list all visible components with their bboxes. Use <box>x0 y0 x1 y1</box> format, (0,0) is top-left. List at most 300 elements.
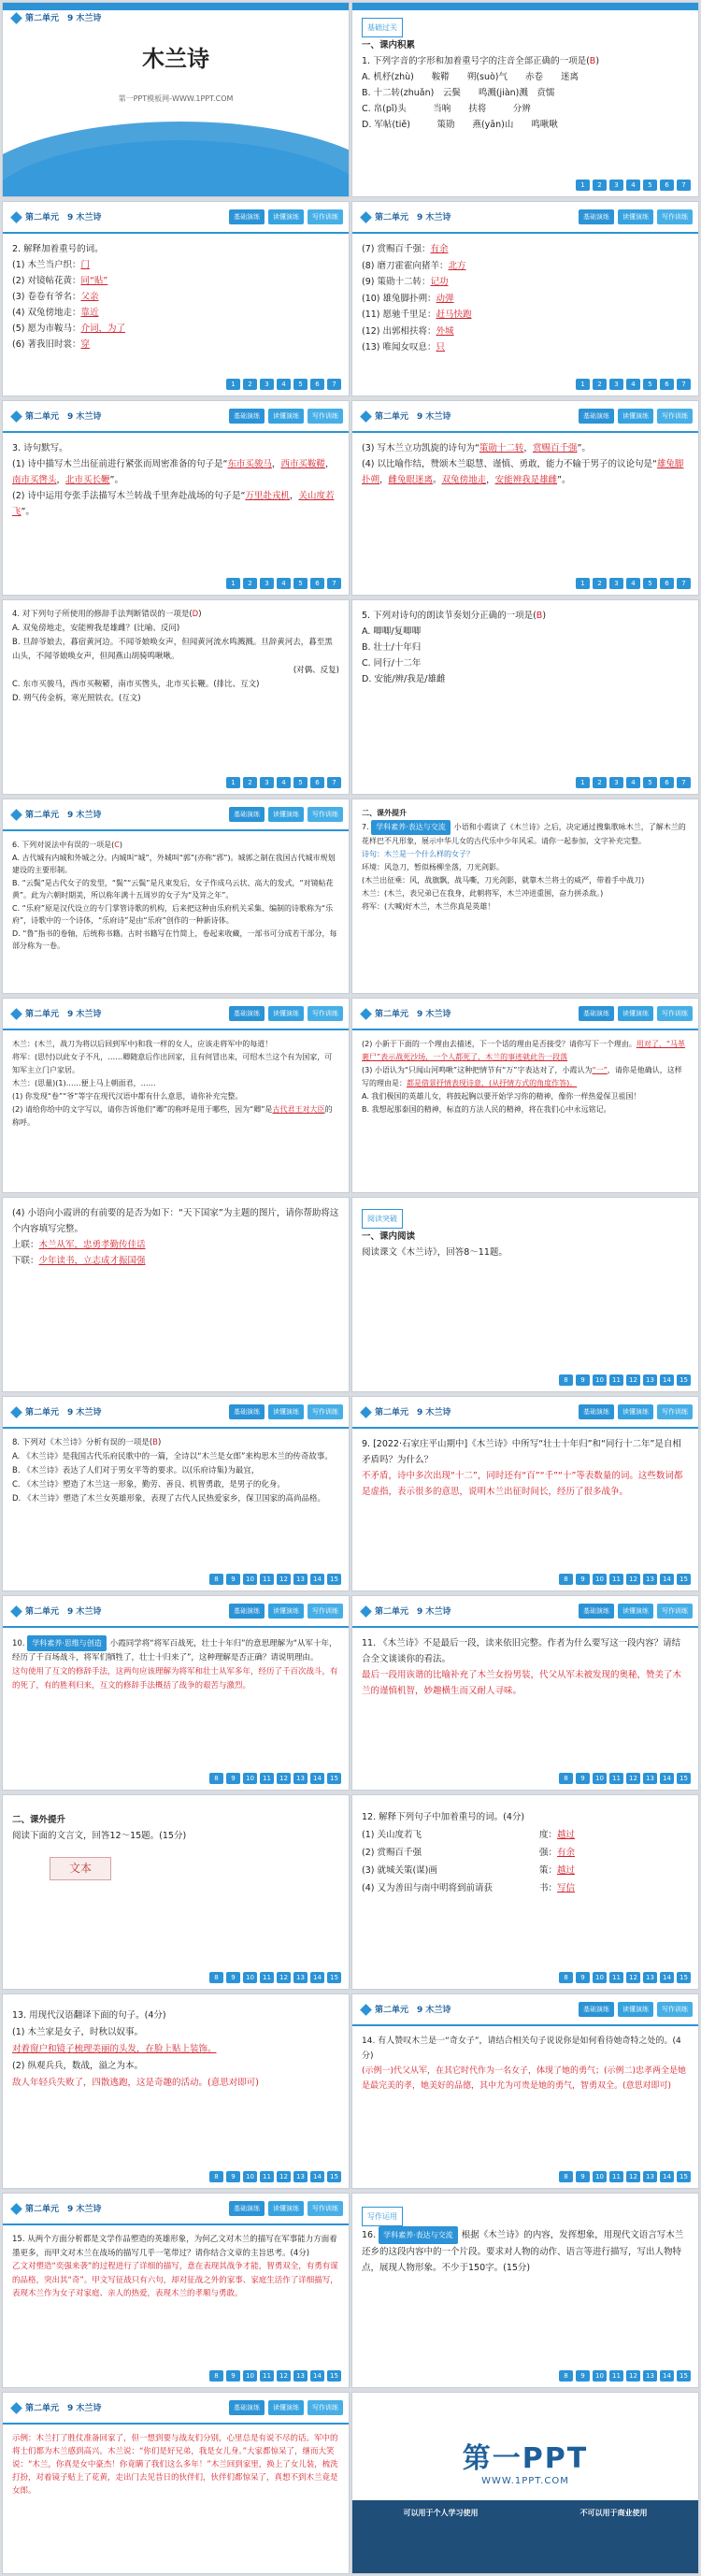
logo-url: WWW.1PPT.COM <box>481 2476 569 2486</box>
page-button[interactable]: 12 <box>626 1574 640 1585</box>
page-button[interactable]: 15 <box>677 1574 691 1585</box>
page-button[interactable]: 2 <box>243 578 257 589</box>
slide-8[interactable] <box>351 599 699 795</box>
page-button[interactable]: 14 <box>310 1972 324 1983</box>
page-button[interactable]: 8 <box>209 2171 223 2182</box>
logo <box>352 2435 698 2486</box>
page-button[interactable]: 13 <box>643 1773 657 1784</box>
slide-25-body <box>12 2432 339 2497</box>
page-button[interactable]: 1 <box>226 777 240 788</box>
slide-header <box>3 1397 349 1429</box>
basic-practice-button[interactable]: 基础演练 <box>229 2201 265 2216</box>
page-button[interactable]: 1 <box>226 578 240 589</box>
basic-practice-button[interactable]: 基础演练 <box>579 2002 614 2017</box>
header-title: 第二单元 9 木兰诗 <box>25 1010 102 1019</box>
page-button[interactable]: 1 <box>576 180 590 191</box>
page-button[interactable]: 6 <box>310 578 324 589</box>
page-button[interactable]: 3 <box>260 578 274 589</box>
page-button[interactable]: 11 <box>260 1773 274 1784</box>
page-button[interactable]: 5 <box>643 777 657 788</box>
page-button[interactable]: 13 <box>293 1574 308 1585</box>
literacy-tag: 学科素养·表达与交流 <box>379 2226 458 2244</box>
writing-tag: 写作运用 <box>362 2207 403 2226</box>
diamond-icon <box>360 410 372 423</box>
reading-practice-button[interactable]: 读懂演练 <box>268 1604 304 1619</box>
basic-practice-button[interactable]: 基础演练 <box>579 209 614 224</box>
page-button[interactable]: 6 <box>660 777 674 788</box>
answer-text: 这句使用了互文的修辞手法，这两句应该理解为将军和壮士从军多年，经历了千百次战斗，有的死了，有的胜利归来，互文的修辞手法概括了战争的艰苦与激烈。 <box>12 1667 338 1691</box>
question-1: 1. 下列字音的字形和加着重号字的注音全部正确的一项是(B) <box>362 56 600 66</box>
list-item: (7) 赏赐百千强：有余 <box>362 244 449 254</box>
page-button[interactable]: 1 <box>576 578 590 589</box>
page-button[interactable]: 8 <box>209 2370 223 2382</box>
page-button[interactable]: 11 <box>609 1773 623 1784</box>
page-button[interactable]: 1 <box>576 379 590 390</box>
page-button[interactable]: 7 <box>327 777 341 788</box>
text-line: B. 我想起那泰国的精神，标直的方法人民的精神，将在我们心中永远铭记。 <box>362 1105 611 1114</box>
page-button[interactable]: 14 <box>310 2370 324 2382</box>
page-button[interactable]: 11 <box>609 2370 623 2382</box>
slide-header <box>3 401 349 433</box>
page-button[interactable]: 7 <box>677 578 691 589</box>
page-button[interactable]: 10 <box>593 1773 607 1784</box>
slide-18[interactable] <box>351 1595 699 1791</box>
page-button[interactable]: 12 <box>626 1972 640 1983</box>
page-button[interactable]: 5 <box>643 578 657 589</box>
pager <box>209 1773 341 1784</box>
option-a: A. 古代城有内城和外城之分。内城叫“城”，外城叫“郭”(亦称“郛”)。城郭之制在我国古代城市规划建设的主要形制。 <box>12 853 336 874</box>
reading-practice-button[interactable]: 读懂演练 <box>268 409 304 424</box>
page-button[interactable]: 10 <box>243 1972 257 1983</box>
question-11: 11. 《木兰诗》不是最后一段，读来依旧完整。作者为什么要写这一段内容？请结合全文谈谈你的看法。 <box>362 1638 681 1664</box>
slide-19[interactable] <box>2 1794 350 1990</box>
slide-14[interactable] <box>351 1197 699 1392</box>
section-heading: 一、课内阅读 <box>362 1231 416 1242</box>
header-title: 第二单元 9 木兰诗 <box>375 1010 451 1019</box>
pager <box>209 2171 341 2182</box>
page-button[interactable]: 12 <box>277 1773 291 1784</box>
basic-practice-button[interactable]: 基础演练 <box>579 1404 614 1419</box>
diamond-icon <box>10 1406 22 1418</box>
slide-23[interactable] <box>2 2193 350 2388</box>
text-line: (1) 你发现“卷”“爷”等字在现代汉语中都有什么意思，请你补充完整。 <box>12 1092 243 1101</box>
page-button[interactable]: 5 <box>643 180 657 191</box>
slide-header <box>3 202 349 234</box>
page-button[interactable]: 3 <box>609 379 623 390</box>
page-button[interactable]: 14 <box>310 1574 324 1585</box>
page-button[interactable]: 15 <box>677 1773 691 1784</box>
page-button[interactable]: 4 <box>277 777 291 788</box>
page-button[interactable]: 11 <box>609 1374 623 1386</box>
page-button[interactable]: 13 <box>643 1972 657 1983</box>
page-button[interactable]: 9 <box>226 1574 240 1585</box>
page-button[interactable]: 9 <box>576 2370 590 2382</box>
page-button[interactable]: 9 <box>576 1972 590 1983</box>
header-title: 第二单元 9 木兰诗 <box>375 2006 451 2015</box>
slide-10[interactable] <box>351 799 699 994</box>
reading-practice-button[interactable]: 读懂演练 <box>618 1404 653 1419</box>
pager <box>559 1972 691 1983</box>
slide-26[interactable] <box>351 2392 699 2574</box>
header-title: 第二单元 9 木兰诗 <box>25 1607 102 1617</box>
page-button[interactable]: 9 <box>576 2171 590 2182</box>
reading-practice-button[interactable]: 读懂演练 <box>618 1006 653 1021</box>
reading-practice-button[interactable]: 读懂演练 <box>268 807 304 822</box>
slide-9[interactable] <box>2 799 350 994</box>
basic-practice-button[interactable]: 基础演练 <box>229 209 265 224</box>
basic-practice-button[interactable]: 基础演练 <box>229 409 265 424</box>
answer-text: 敌人年轻兵失败了，四散逃跑，这是奇趣的活动。(意思对即可) <box>12 2078 259 2088</box>
option-d: D. 朔气传金柝，寒光照铁衣。(互文) <box>12 694 141 703</box>
slide-16[interactable] <box>351 1396 699 1591</box>
writing-practice-button[interactable]: 写作训练 <box>308 807 343 822</box>
page-button[interactable]: 7 <box>327 379 341 390</box>
page-button[interactable]: 12 <box>626 2370 640 2382</box>
answer-line: (1) 诗中描写木兰出征前进行紧张而周密准备的句子是“东市买骏马，西市买鞍鞯，南市买辔头，北市买长鞭”。 <box>12 459 335 485</box>
page-button[interactable]: 14 <box>660 1574 674 1585</box>
diamond-icon <box>10 2203 22 2215</box>
page-button[interactable]: 8 <box>209 1773 223 1784</box>
answer-text: 示例：木兰打了胜仗准备回家了，但一想到要与战友们分别，心里总是有说不尽的话。军中的将士们都为木兰感到高兴。木兰说：“你们是好兄弟，我是女儿身。”大家都惊呆了，继而大笑说：“木兰，你真是女中豪杰！你竟瞒了我们这么多年！”木兰回到家里，换上了女儿装，梳洗打扮，对着镜子贴上了花黄，走出门去见昔日的伙伴们，伙伴们都惊呆了，真想不到木兰竟是女郎。 <box>12 2434 338 2496</box>
page-button[interactable]: 12 <box>626 1773 640 1784</box>
page-button[interactable]: 14 <box>310 1773 324 1784</box>
page-button[interactable]: 10 <box>593 2171 607 2182</box>
page-button[interactable]: 6 <box>660 578 674 589</box>
option-a: A. 双兔傍地走，安能辨我是雄雌？(比喻、反问) <box>12 624 180 633</box>
reading-practice-button[interactable]: 读懂演练 <box>618 409 653 424</box>
page-button[interactable]: 6 <box>310 379 324 390</box>
text-line: 木兰：(木兰，表兄弟已在我身，此朝将军，木兰冲进重围，奋力拼杀敌。) <box>362 889 604 898</box>
text-button[interactable]: 文本 <box>50 1857 111 1880</box>
page-button[interactable]: 8 <box>559 2370 573 2382</box>
page-button[interactable]: 9 <box>576 1374 590 1386</box>
page-button[interactable]: 13 <box>643 1374 657 1386</box>
writing-practice-button[interactable]: 写作训练 <box>657 1006 693 1021</box>
slide-header <box>352 401 698 433</box>
page-button[interactable]: 2 <box>593 379 607 390</box>
answer-line: (4) 以比喻作结，赞颂木兰聪慧、谨慎、勇敢，能力不输于男子的议论句是“雄兔脚扑朔，雌兔眼迷离。双兔傍地走，安能辨我是雄雌”。 <box>362 459 684 485</box>
page-button[interactable]: 15 <box>677 1972 691 1983</box>
page-button[interactable]: 10 <box>593 1972 607 1983</box>
page-button[interactable]: 4 <box>626 578 640 589</box>
slide-4-body <box>362 241 689 356</box>
page-button[interactable]: 15 <box>327 2370 341 2382</box>
slide-13[interactable] <box>2 1197 350 1392</box>
slide-21-body <box>12 2008 339 2092</box>
page-button[interactable]: 4 <box>626 379 640 390</box>
page-button[interactable]: 3 <box>260 379 274 390</box>
page-button[interactable]: 15 <box>677 1374 691 1386</box>
reading-practice-button[interactable]: 读懂演练 <box>268 209 304 224</box>
slide-20[interactable] <box>351 1794 699 1990</box>
pager <box>576 578 691 589</box>
reading-practice-button[interactable]: 读懂演练 <box>268 1404 304 1419</box>
slide-8-body <box>362 608 689 687</box>
slide-22[interactable] <box>351 1993 699 2189</box>
diamond-icon <box>10 12 22 24</box>
page-button[interactable]: 4 <box>626 777 640 788</box>
writing-practice-button[interactable]: 写作训练 <box>308 409 343 424</box>
list-item: (10) 雄兔脚扑朔：动弹 <box>362 293 454 304</box>
page-button[interactable]: 14 <box>310 2171 324 2182</box>
page-button[interactable]: 6 <box>310 777 324 788</box>
page-button[interactable]: 10 <box>593 1574 607 1585</box>
page-button[interactable]: 9 <box>576 1773 590 1784</box>
header-title: 第二单元 9 木兰诗 <box>25 2404 102 2413</box>
page-button[interactable]: 2 <box>593 180 607 191</box>
writing-practice-button[interactable]: 写作训练 <box>308 1404 343 1419</box>
basic-practice-button[interactable]: 基础演练 <box>229 1006 265 1021</box>
page-button[interactable]: 11 <box>609 1574 623 1585</box>
slide-10-body <box>362 807 689 914</box>
page-button[interactable]: 8 <box>559 1574 573 1585</box>
page-button[interactable]: 4 <box>277 578 291 589</box>
slide-12[interactable] <box>351 998 699 1193</box>
reading-practice-button[interactable]: 读懂演练 <box>618 1604 653 1619</box>
page-button[interactable]: 11 <box>260 2171 274 2182</box>
writing-practice-button[interactable]: 写作训练 <box>308 209 343 224</box>
writing-practice-button[interactable]: 写作训练 <box>657 1604 693 1619</box>
option-d: D. 安能/辨/我是/雄雌 <box>362 674 446 684</box>
page-button[interactable]: 7 <box>327 578 341 589</box>
page-button[interactable]: 7 <box>677 777 691 788</box>
page-button[interactable]: 15 <box>327 2171 341 2182</box>
basic-practice-button[interactable]: 基础演练 <box>579 1604 614 1619</box>
slide-header <box>3 2194 349 2225</box>
page-button[interactable]: 8 <box>559 1972 573 1983</box>
page-button[interactable]: 15 <box>327 1574 341 1585</box>
page-button[interactable]: 14 <box>660 1374 674 1386</box>
slide-cover[interactable] <box>2 2 350 197</box>
header-title: 第二单元 9 木兰诗 <box>25 412 102 422</box>
writing-practice-button[interactable]: 写作训练 <box>308 2201 343 2216</box>
basic-practice-button[interactable]: 基础演练 <box>579 1006 614 1021</box>
reading-practice-button[interactable]: 读懂演练 <box>268 1006 304 1021</box>
page-button[interactable]: 11 <box>260 2370 274 2382</box>
page-button[interactable]: 15 <box>677 2171 691 2182</box>
page-button[interactable]: 9 <box>226 1773 240 1784</box>
literacy-tag: 学科素养·思维与创造 <box>27 1635 107 1651</box>
reading-practice-button[interactable]: 读懂演练 <box>268 2400 304 2415</box>
answer-text: 最后一段用诙谐的比喻补充了木兰女扮男装，代父从军未被发现的奥秘，赞美了木兰的谨慎机智，妙趣横生而又耐人寻味。 <box>362 1670 682 1696</box>
pager <box>559 1374 691 1386</box>
slide-7-body <box>12 608 339 706</box>
header-title: 第二单元 9 木兰诗 <box>25 1408 102 1418</box>
slide-17-body <box>12 1635 339 1693</box>
basic-practice-button[interactable]: 基础演练 <box>229 2400 265 2415</box>
slide-header <box>352 1994 698 2026</box>
page-button[interactable]: 14 <box>660 1972 674 1983</box>
header-title: 第二单元 9 木兰诗 <box>25 213 102 223</box>
question-8: 8. 下列对《木兰诗》分析有误的一项是(B) <box>12 1438 162 1447</box>
text-line: 将军：(大喊)好木兰，木兰你真是英雄！ <box>362 902 495 911</box>
page-button[interactable]: 4 <box>626 180 640 191</box>
page-button[interactable]: 15 <box>327 1773 341 1784</box>
slide-header <box>3 999 349 1030</box>
page-button[interactable]: 10 <box>593 1374 607 1386</box>
page-button[interactable]: 12 <box>277 2171 291 2182</box>
slide-6[interactable] <box>351 400 699 596</box>
question-16: 16. 学科素养·表达与交流 根据《木兰诗》的内容，发挥想象，用现代文语言写木兰还乡的这段内容中的一个片段。要求对人物的动作、语言等进行描写，写出人物特点，展现人物形象。不少于150字。(15分) <box>362 2226 689 2276</box>
slide-15[interactable] <box>2 1396 350 1591</box>
writing-practice-button[interactable]: 写作训练 <box>308 1604 343 1619</box>
slide-3[interactable] <box>2 201 350 396</box>
page-button[interactable]: 12 <box>626 2171 640 2182</box>
text-line: (2) 小新于下面的一个理由去描述，下一个话的理由是否接受？请你写下一个理由。用对了，“马革裹尸”表示战死沙场，一个人都死了，木兰的事迹就此告一段落 <box>362 1040 686 1061</box>
question-14: 14. 有人赞叹木兰是一“奇女子”，请结合相关句子说说你是如何看待她奇特之处的。(4分) <box>362 2036 681 2061</box>
pager <box>209 1972 341 1983</box>
slide-21[interactable] <box>2 1993 350 2189</box>
page-button[interactable]: 7 <box>677 379 691 390</box>
page-button[interactable]: 13 <box>643 1574 657 1585</box>
page-button[interactable]: 12 <box>277 2370 291 2382</box>
answer-text: 不矛盾，诗中多次出现“十二”，同时还有“百”“千”“十”等表数量的词。这些数词都是虚指，表示很多的意思，说明木兰出征时间长，经历了很多战争。 <box>362 1471 683 1497</box>
page-button[interactable]: 11 <box>260 1972 274 1983</box>
slide-11[interactable] <box>2 998 350 1193</box>
question-10: 10. 学科素养·思维与创造 小霞同学将“将军百战死，壮士十年归”的意思理解为“从军十年，经历了千百场战斗，将军们牺牲了，壮士十归来了”，这种理解是否正确？请说明理由。 <box>12 1635 339 1665</box>
top-band <box>352 3 698 10</box>
page-button[interactable]: 3 <box>609 777 623 788</box>
page-button[interactable]: 14 <box>660 2171 674 2182</box>
basic-practice-button[interactable]: 基础演练 <box>579 409 614 424</box>
page-button[interactable]: 10 <box>243 2370 257 2382</box>
page-button[interactable]: 13 <box>643 2370 657 2382</box>
slide-header <box>3 799 349 831</box>
page-button[interactable]: 14 <box>660 1773 674 1784</box>
text-line: 环境：风急刀，暂似杨柳坐落，刀光剑影。 <box>362 863 504 871</box>
pager <box>209 1574 341 1585</box>
list-item: (4) 又为善田与南中明将到前请获 书： 写信 <box>362 1883 576 1893</box>
basic-practice-button[interactable]: 基础演练 <box>229 1404 265 1419</box>
page-button[interactable]: 11 <box>609 2171 623 2182</box>
option-d: D. 军帖(tiě) 策勋 燕(yān)山 鸣啾啾 <box>362 120 558 130</box>
page-button[interactable]: 9 <box>226 1972 240 1983</box>
page-button[interactable]: 1 <box>226 379 240 390</box>
slide-4[interactable] <box>351 201 699 396</box>
page-button[interactable]: 9 <box>226 2171 240 2182</box>
option-a: A. 《木兰诗》是我国古代乐府民歌中的一篇，全诗以“木兰是女郎”来构思木兰的传奇故事。 <box>12 1452 333 1461</box>
page-button[interactable]: 5 <box>643 379 657 390</box>
page-button[interactable]: 8 <box>209 1574 223 1585</box>
page-button[interactable]: 13 <box>643 2171 657 2182</box>
pager <box>226 379 341 390</box>
page-button[interactable]: 6 <box>660 379 674 390</box>
page-button[interactable]: 5 <box>293 777 308 788</box>
page-button[interactable]: 7 <box>677 180 691 191</box>
page-button[interactable]: 6 <box>660 180 674 191</box>
page-button[interactable]: 2 <box>243 379 257 390</box>
page-button[interactable]: 15 <box>677 2370 691 2382</box>
page-button[interactable]: 3 <box>609 578 623 589</box>
page-button[interactable]: 8 <box>559 1374 573 1386</box>
basic-practice-button[interactable]: 基础演练 <box>229 807 265 822</box>
slide-24[interactable] <box>351 2193 699 2388</box>
slide-17[interactable] <box>2 1595 350 1791</box>
answer-line: (2) 诗中运用夸张手法描写木兰转战千里奔赴战场的句子是“万里赴戎机，关山度若飞”。 <box>12 491 335 517</box>
page-button[interactable]: 8 <box>209 1972 223 1983</box>
writing-practice-button[interactable]: 写作训练 <box>657 409 693 424</box>
page-button[interactable]: 5 <box>293 578 308 589</box>
page-button[interactable]: 11 <box>609 1972 623 1983</box>
page-button[interactable]: 13 <box>293 1773 308 1784</box>
pager <box>209 2370 341 2382</box>
pager <box>576 379 691 390</box>
license-footer <box>352 2500 698 2573</box>
page-button[interactable]: 2 <box>593 578 607 589</box>
slide-7[interactable] <box>2 599 350 795</box>
page-button[interactable]: 3 <box>609 180 623 191</box>
page-button[interactable]: 9 <box>226 2370 240 2382</box>
page-button[interactable]: 15 <box>327 1972 341 1983</box>
basic-practice-button[interactable]: 基础演练 <box>229 1604 265 1619</box>
reading-instruction: 阅读下面的文言文，回答12～15题。(15分) <box>12 1831 187 1841</box>
page-button[interactable]: 13 <box>293 2370 308 2382</box>
doc-source: 第一PPT模板网-WWW.1PPT.COM <box>118 94 234 103</box>
page-button[interactable]: 2 <box>243 777 257 788</box>
page-button[interactable]: 11 <box>260 1574 274 1585</box>
slide-18-body <box>362 1635 689 1699</box>
page-button[interactable]: 13 <box>293 2171 308 2182</box>
page-button[interactable]: 12 <box>626 1374 640 1386</box>
writing-practice-button[interactable]: 写作训练 <box>308 1006 343 1021</box>
slide-14-body <box>362 1209 689 1260</box>
page-button[interactable]: 1 <box>576 777 590 788</box>
writing-practice-button[interactable]: 写作训练 <box>657 2002 693 2017</box>
slide-header <box>352 202 698 234</box>
list-item: (8) 磨刀霍霍向猪羊：北方 <box>362 260 466 271</box>
option-b: B. 十二转(zhuǎn) 云鬓 鸣溅(jiàn)溅 贲懦 <box>362 88 555 98</box>
pager <box>559 2370 691 2382</box>
page-button[interactable]: 10 <box>243 1574 257 1585</box>
page-button[interactable]: 9 <box>576 1574 590 1585</box>
text-line: (4) 小语向小霞讲的有前要的是否为如下：“天下国家”为主题的图片，请你帮助将这个内容填写完整。 <box>12 1208 339 1234</box>
page-button[interactable]: 8 <box>559 2171 573 2182</box>
page-button[interactable]: 2 <box>593 777 607 788</box>
slide-25[interactable] <box>2 2392 350 2574</box>
page-button[interactable]: 3 <box>260 777 274 788</box>
slide-2[interactable] <box>351 2 699 197</box>
question-6: 6. 下列对说法中有误的一项是(C) <box>12 841 123 849</box>
page-button[interactable]: 8 <box>559 1773 573 1784</box>
writing-practice-button[interactable]: 写作训练 <box>657 1404 693 1419</box>
doc-title: 木兰诗 <box>142 46 209 72</box>
diamond-icon <box>360 1008 372 1020</box>
writing-practice-button[interactable]: 写作训练 <box>308 2400 343 2415</box>
page-button[interactable]: 14 <box>660 2370 674 2382</box>
page-button[interactable]: 10 <box>243 1773 257 1784</box>
question-15: 15. 从两个方面分析都是文学作品塑造的英雄形象，为何乙文对木兰的描写在军事能力方面着墨更多，而甲文对木兰在战场的描写几乎一笔带过？请你结合文章的主旨思考。(4分) <box>12 2235 337 2258</box>
option-d: D. 《木兰诗》塑造了木兰女英雄形象，表现了古代人民热爱家乡，保卫国家的高尚品格。 <box>12 1494 325 1504</box>
reading-practice-button[interactable]: 读懂演练 <box>268 2201 304 2216</box>
reading-practice-button[interactable]: 读懂演练 <box>618 2002 653 2017</box>
text-line: (2) 请给你给中的文字写以，请你告诉他们“卿”的称呼是用于哪些，因为“卿”是古代君王对大臣的称呼。 <box>12 1105 333 1127</box>
reading-practice-button[interactable]: 读懂演练 <box>618 209 653 224</box>
page-button[interactable]: 5 <box>293 379 308 390</box>
option-d: D. “鲁”指书的卷轴，后统称书籍。古时书籍写在竹简上，卷起来收藏，一部书可分成若干部分，每部分称为一卷。 <box>12 928 337 950</box>
page-button[interactable]: 13 <box>293 1972 308 1983</box>
writing-practice-button[interactable]: 写作训练 <box>657 209 693 224</box>
slide-5[interactable] <box>2 400 350 596</box>
page-button[interactable]: 10 <box>243 2171 257 2182</box>
page-button[interactable]: 4 <box>277 379 291 390</box>
page-button[interactable]: 12 <box>277 1574 291 1585</box>
diamond-icon <box>360 211 372 223</box>
page-button[interactable]: 12 <box>277 1972 291 1983</box>
slide-12-body <box>362 1038 689 1116</box>
diamond-icon <box>360 1605 372 1618</box>
list-item: (1) 关山度若飞 度： 越过 <box>362 1830 576 1840</box>
page-button[interactable]: 10 <box>593 2370 607 2382</box>
